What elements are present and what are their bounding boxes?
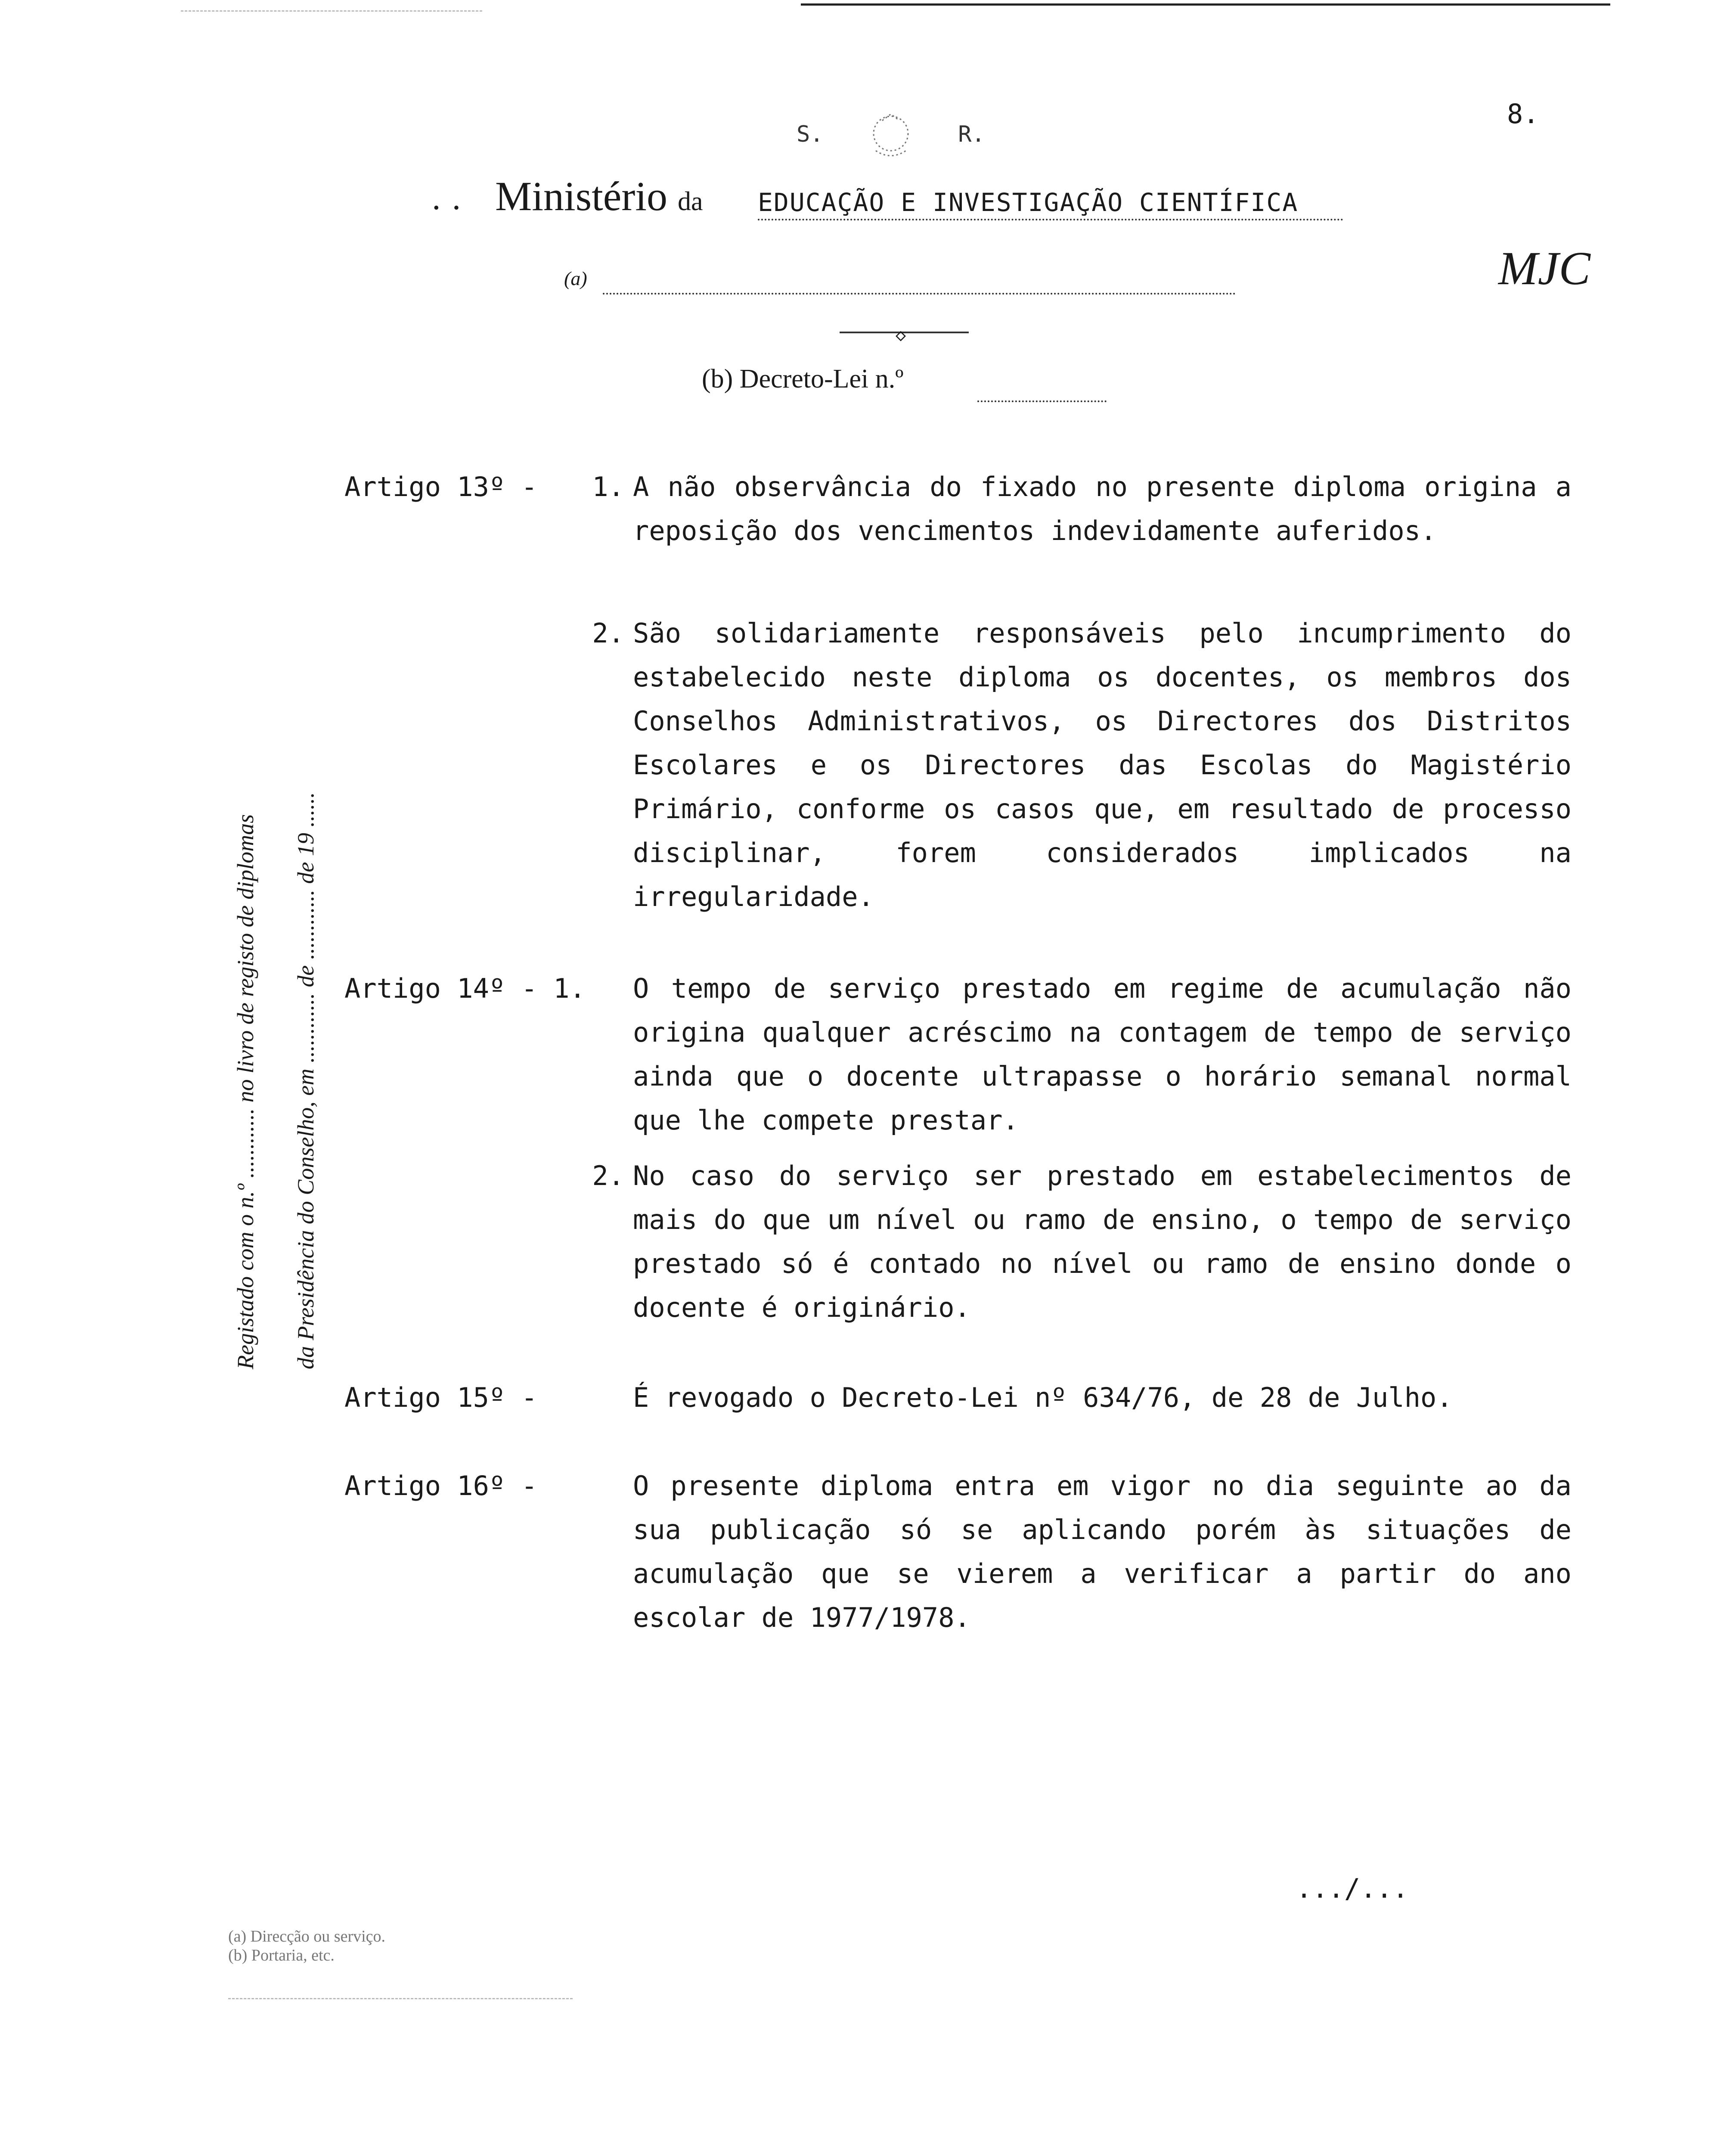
decree-label: (b) Decreto-Lei n.º (702, 364, 904, 394)
top-rule (801, 3, 1610, 6)
article-14-para-1: O tempo de serviço prestado em regime de acumulação não origina qualquer acréscimo na contagem de tempo de serviço ainda que o docente ultrapasse o horário semanal normal que lhe compete prestar. (633, 973, 1572, 1136)
ministry-seal (797, 110, 985, 161)
field-a-line (603, 293, 1236, 295)
footnotes (228, 1927, 385, 1965)
registry-margin (215, 508, 353, 1369)
field-a-label: (a) (564, 267, 587, 289)
article-16-text: O presente diploma entra em vigor no dia seguinte ao da sua publicação só se aplicando porém às situações de acumulação que se vierem a verificar a partir do ano escolar de 1977/1978. (633, 1470, 1572, 1633)
coat-of-arms-icon (859, 110, 923, 161)
ministry-word: Ministério (495, 173, 667, 219)
registry-line-1: Registado com o n.º ............ no livro de registo de diplomas (232, 814, 258, 1369)
footnote-b: (b) Portaria, etc. (228, 1946, 335, 1964)
article-15-label: Artigo 15º - (344, 1382, 537, 1413)
article-14-label: Artigo 14º - 1. (344, 973, 586, 1004)
decree-number-line (977, 400, 1107, 402)
article-13-label: Artigo 13º - (344, 471, 537, 503)
seal-right-letter: R. (958, 121, 985, 147)
article-16-label: Artigo 16º - (344, 1470, 537, 1502)
article-13-para-1-num: 1. (592, 471, 624, 503)
article-13-para-1: A não observância do fixado no presente diploma origina a reposição dos vencimentos indevidamente auferidos. (633, 471, 1572, 546)
seal-left-letter: S. (797, 121, 824, 147)
leader-dots: · · (431, 189, 462, 227)
separator-diamond-icon: ◇ (896, 325, 906, 345)
ministry-label (495, 172, 703, 220)
footnote-faint-line (228, 1998, 573, 1999)
article-13-para-2-num: 2. (592, 617, 624, 649)
registry-line-2: da Presidência do Conselho, em ............ de ............ de 19 ...... (293, 792, 319, 1369)
article-15-text: É revogado o Decreto-Lei nº 634/76, de 28 de Julho. (633, 1382, 1453, 1413)
article-14-para-2: No caso do serviço ser prestado em estabelecimentos de mais do que um nível ou ramo de ensino, o tempo de serviço prestado só é contado no nível ou ramo de ensino donde o docente é originário. (633, 1160, 1572, 1323)
page-number: 8. (1507, 98, 1539, 130)
ministry-prefix: da (677, 187, 703, 216)
article-14-para-2-num: 2. (592, 1160, 624, 1191)
continuation-marker: .../... (1296, 1873, 1409, 1904)
article-13-para-2: São solidariamente responsáveis pelo incumprimento do estabelecido neste diploma os docentes, os membros dos Conselhos Administrativos, os Directores dos Distritos Escolares e os Directores das Escolas do Magistério Primário, conforme os casos que, em resultado de processo disciplinar, forem considerados implicados na irregularidade. (633, 617, 1572, 912)
footnote-a: (a) Direcção ou serviço. (228, 1927, 386, 1945)
faint-dash-mark (181, 10, 482, 12)
ministry-name: EDUCAÇÃO E INVESTIGAÇÃO CIENTÍFICA (758, 188, 1343, 220)
handwritten-initials: MJC (1498, 242, 1590, 295)
